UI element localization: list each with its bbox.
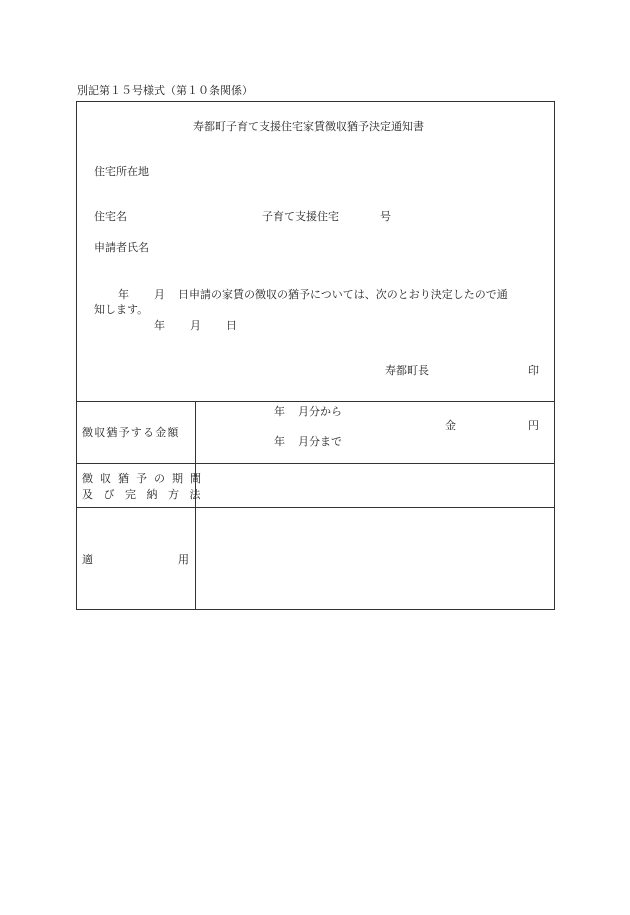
amount-row-text: 徴収猶予する金額 (82, 426, 180, 439)
housing-type-label: 子育て支援住宅 (262, 210, 339, 223)
housing-name-label: 住宅名 (94, 210, 127, 223)
to-month-label: 月分まで (298, 435, 342, 448)
notice-year-label: 年 (154, 319, 165, 332)
address-label: 住宅所在地 (94, 165, 149, 178)
document-title: 寿都町子育て支援住宅家賃徴収猶予決定通知書 (193, 120, 424, 133)
from-year-label: 年 (274, 405, 285, 418)
to-year-label: 年 (274, 435, 285, 448)
period-label-line-1: 徴収猶予の期間 (82, 472, 208, 485)
application-year-label: 年 (118, 288, 129, 301)
seal-label: 印 (528, 364, 539, 377)
row-divider-1 (76, 463, 555, 464)
row-divider-2 (76, 507, 555, 508)
period-label-line-2: 及び完納方法 (82, 488, 211, 501)
column-divider (195, 401, 196, 610)
yen-label: 円 (528, 419, 539, 432)
remarks-label-left: 適 (82, 553, 93, 566)
application-month-label: 月 (154, 288, 165, 301)
form-number-label: 別記第１５号様式（第１０条関係） (77, 84, 253, 97)
amount-row-label (82, 426, 189, 439)
notice-body-line-1: 日申請の家賃の徴収の猶予については、次のとおり決定したので通 (178, 288, 508, 301)
from-month-label: 月分から (298, 405, 342, 418)
mayor-label: 寿都町長 (385, 364, 429, 377)
notice-body-line-2: 知します。 (94, 303, 149, 316)
housing-number-label: 号 (380, 210, 391, 223)
notice-day-label: 日 (226, 319, 237, 332)
table-top-border (76, 401, 555, 402)
remarks-label-right: 用 (178, 553, 189, 566)
notice-month-label: 月 (190, 319, 201, 332)
applicant-name-label: 申請者氏名 (94, 241, 149, 254)
money-label: 金 (445, 419, 456, 432)
